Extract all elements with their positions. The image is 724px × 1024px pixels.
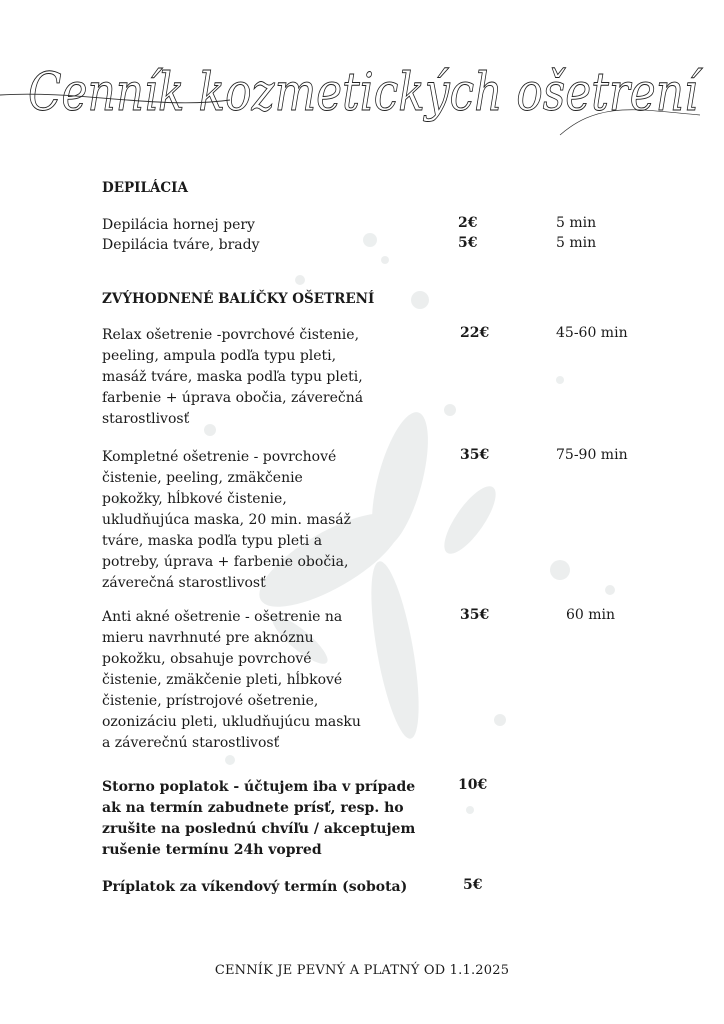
storno-line: zrušite na poslednú chvíľu / akceptujem	[102, 821, 416, 837]
description-line: masáž tváre, maska podľa typu pleti,	[102, 369, 363, 385]
package-time: 45-60 min	[556, 325, 628, 341]
description-line: ozonizáciu pleti, ukludňujúcu masku	[102, 714, 361, 730]
description-line: farbenie + úprava obočia, záverečná	[102, 390, 364, 406]
description-line: tváre, maska podľa typu pleti a	[102, 533, 323, 549]
package-price: 22€	[460, 325, 490, 341]
description-line: Kompletné ošetrenie - povrchové	[102, 449, 337, 465]
list-item-time: 5 min	[556, 235, 597, 251]
storno-fee-price: 10€	[458, 777, 488, 793]
script-title	[0, 40, 724, 160]
description-line: pokožku, obsahuje povrchové	[102, 651, 312, 667]
storno-line: rušenie termínu 24h vopred	[102, 842, 322, 858]
package-description	[102, 325, 363, 430]
section-heading-depilacia: DEPILÁCIA	[102, 180, 188, 196]
list-item-price: 2€	[458, 215, 478, 231]
description-line: záverečná starostlivosť	[102, 575, 266, 591]
list-item-name: Depilácia tváre, brady	[102, 237, 260, 253]
description-line: potreby, úprava + farbenie obočia,	[102, 554, 349, 570]
package-time: 60 min	[566, 607, 616, 623]
description-line: Relax ošetrenie -povrchové čistenie,	[102, 327, 360, 343]
storno-line: ak na termín zabudnete prísť, resp. ho	[102, 800, 404, 816]
description-line: čistenie, zmäkčenie pleti, hĺbkové	[102, 672, 343, 688]
description-line: a záverečnú starostlivosť	[102, 735, 280, 751]
description-line: starostlivosť	[102, 411, 190, 427]
weekend-surcharge-label: Príplatok za víkendový termín (sobota)	[102, 879, 408, 895]
package-time: 75-90 min	[556, 447, 628, 463]
list-item-price: 5€	[458, 235, 478, 251]
description-line: čistenie, peeling, zmäkčenie	[102, 470, 303, 486]
description-line: Anti akné ošetrenie - ošetrenie na	[102, 609, 343, 625]
package-price: 35€	[460, 447, 490, 463]
storno-line: Storno poplatok - účtujem iba v prípade	[102, 779, 416, 795]
package-price: 35€	[460, 607, 490, 623]
footer-validity-note: CENNÍK JE PEVNÝ A PLATNÝ OD 1.1.2025	[214, 963, 510, 978]
storno-fee-description	[102, 777, 415, 861]
weekend-surcharge-price: 5€	[463, 877, 483, 893]
list-item-time: 5 min	[556, 215, 597, 231]
section-heading-balicky: ZVÝHODNENÉ BALÍČKY OŠETRENÍ	[102, 291, 375, 307]
package-description	[102, 607, 361, 754]
description-line: peeling, ampula podľa typu pleti,	[102, 348, 337, 364]
package-description	[102, 447, 351, 594]
list-item-name: Depilácia hornej pery	[102, 217, 255, 233]
description-line: pokožky, hĺbkové čistenie,	[102, 491, 287, 507]
description-line: mieru navrhnuté pre aknóznu	[102, 630, 314, 646]
page-title: Cenník kozmetických ošetrení	[28, 63, 704, 123]
description-line: čistenie, prístrojové ošetrenie,	[102, 693, 319, 709]
description-line: ukludňujúca maska, 20 min. masáž	[102, 512, 351, 528]
